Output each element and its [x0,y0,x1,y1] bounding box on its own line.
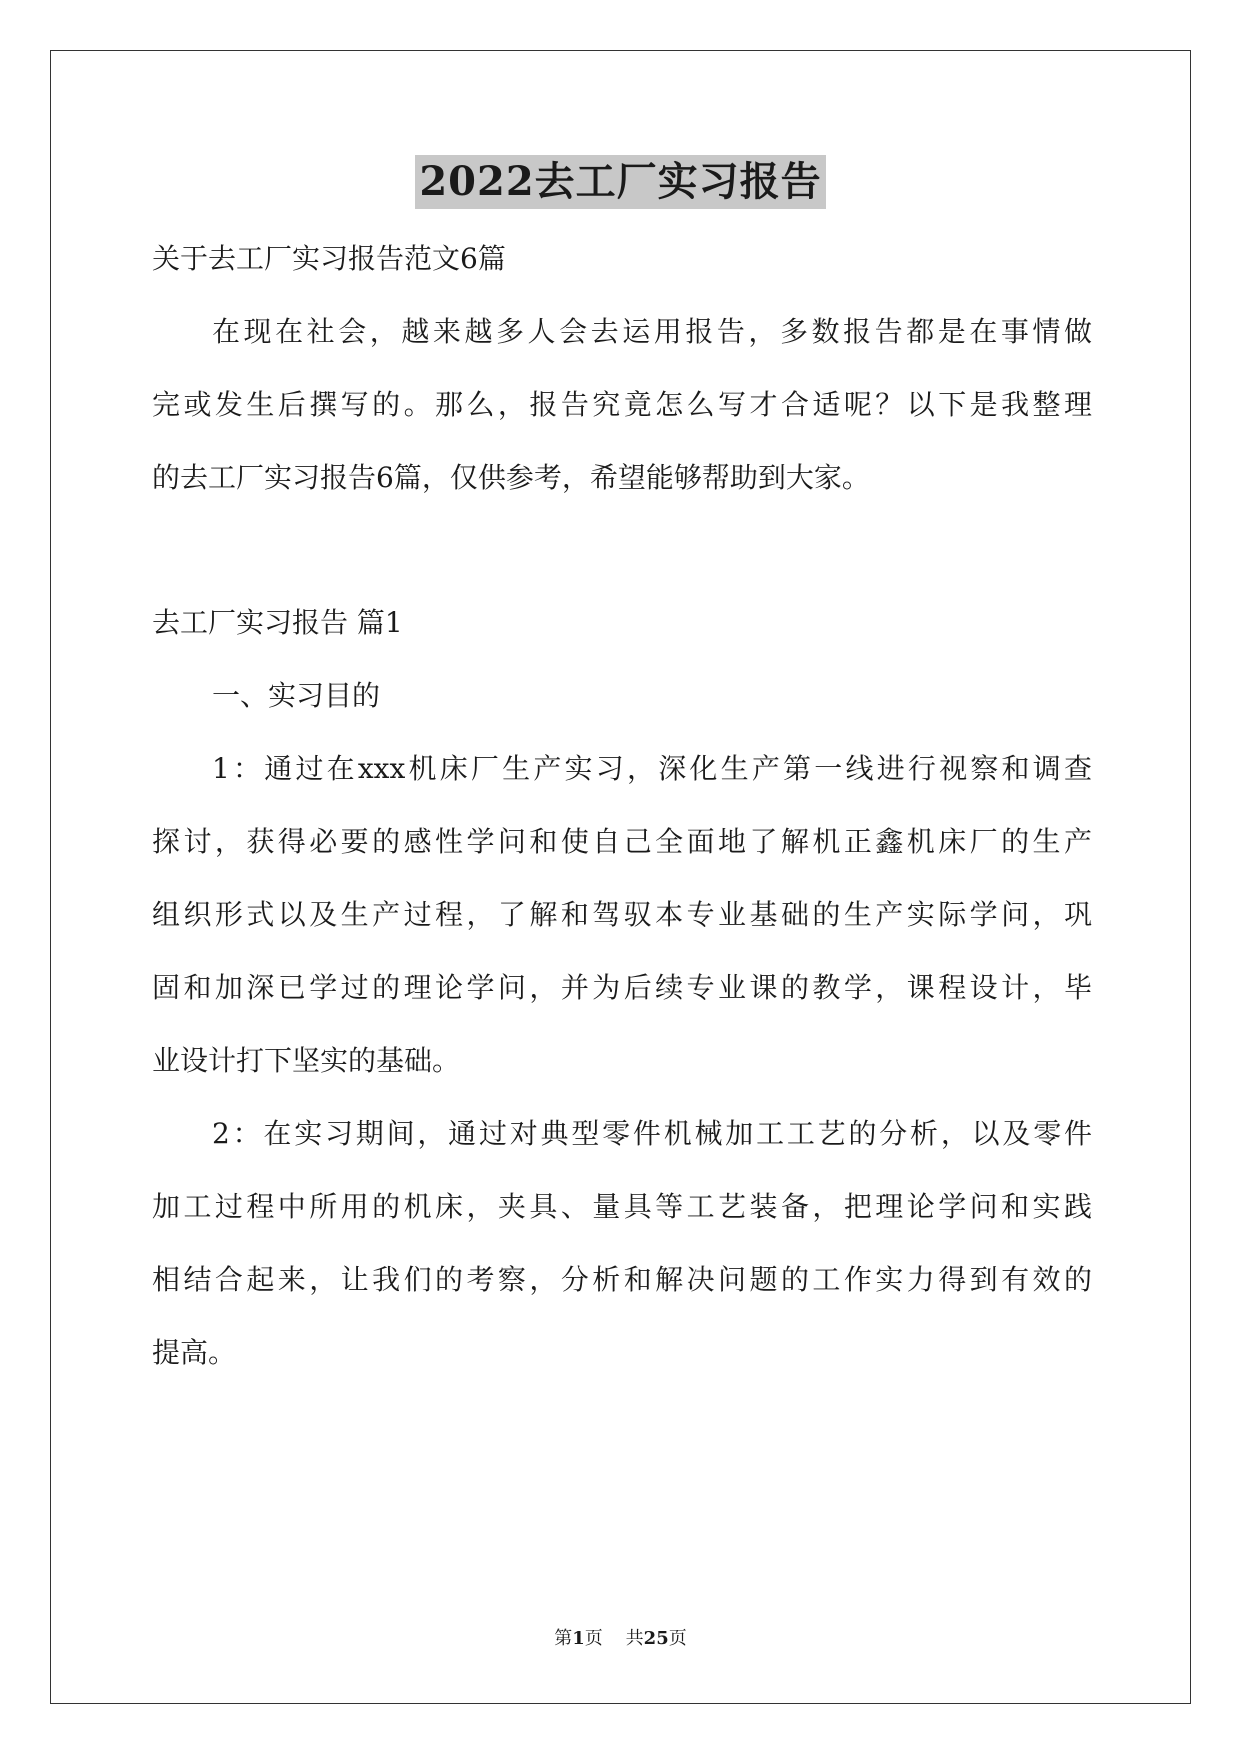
title-container [0,155,1241,209]
intro-line: 完或发生后撰写的。那么，报告究竟怎么写才合适呢？以下是我整理 [152,388,1092,421]
paragraph-line: 组织形式以及生产过程，了解和驾驭本专业基础的生产实际学问，巩 [152,898,1092,931]
paragraph-line: 业设计打下坚实的基础。 [152,1044,461,1077]
paragraph-line: 探讨，获得必要的感性学问和使自己全面地了解机正鑫机床厂的生产 [152,825,1092,858]
paragraph-line: 1：通过在xxx机床厂生产实习，深化生产第一线进行视察和调查 [212,752,1092,785]
document-subtitle: 关于去工厂实习报告范文6篇 [152,242,506,275]
paragraph-line: 2：在实习期间，通过对典型零件机械加工工艺的分析，以及零件 [212,1117,1092,1150]
document-title: 2022去工厂实习报告 [415,155,825,209]
current-page-number: 1 [572,1628,585,1649]
section-heading: 去工厂实习报告 篇1 [152,606,403,639]
footer-mid: 页 共 [584,1628,644,1649]
page-border [50,50,1191,1704]
footer-prefix: 第 [554,1628,573,1649]
intro-line: 的去工厂实习报告6篇，仅供参考，希望能够帮助到大家。 [152,461,870,494]
intro-line: 在现在社会，越来越多人会去运用报告，多数报告都是在事情做 [212,315,1092,348]
paragraph-line: 提高。 [152,1336,237,1369]
paragraph-line: 加工过程中所用的机床，夹具、量具等工艺装备，把理论学问和实践 [152,1190,1092,1223]
total-pages-number: 25 [643,1628,669,1649]
footer-suffix: 页 [668,1628,687,1649]
page-footer [0,1624,1241,1650]
paragraph-line: 固和加深已学过的理论学问，并为后续专业课的教学，课程设计，毕 [152,971,1092,1004]
paragraph-line: 相结合起来，让我们的考察，分析和解决问题的工作实力得到有效的 [152,1263,1092,1296]
sub-heading: 一、实习目的 [212,679,381,712]
